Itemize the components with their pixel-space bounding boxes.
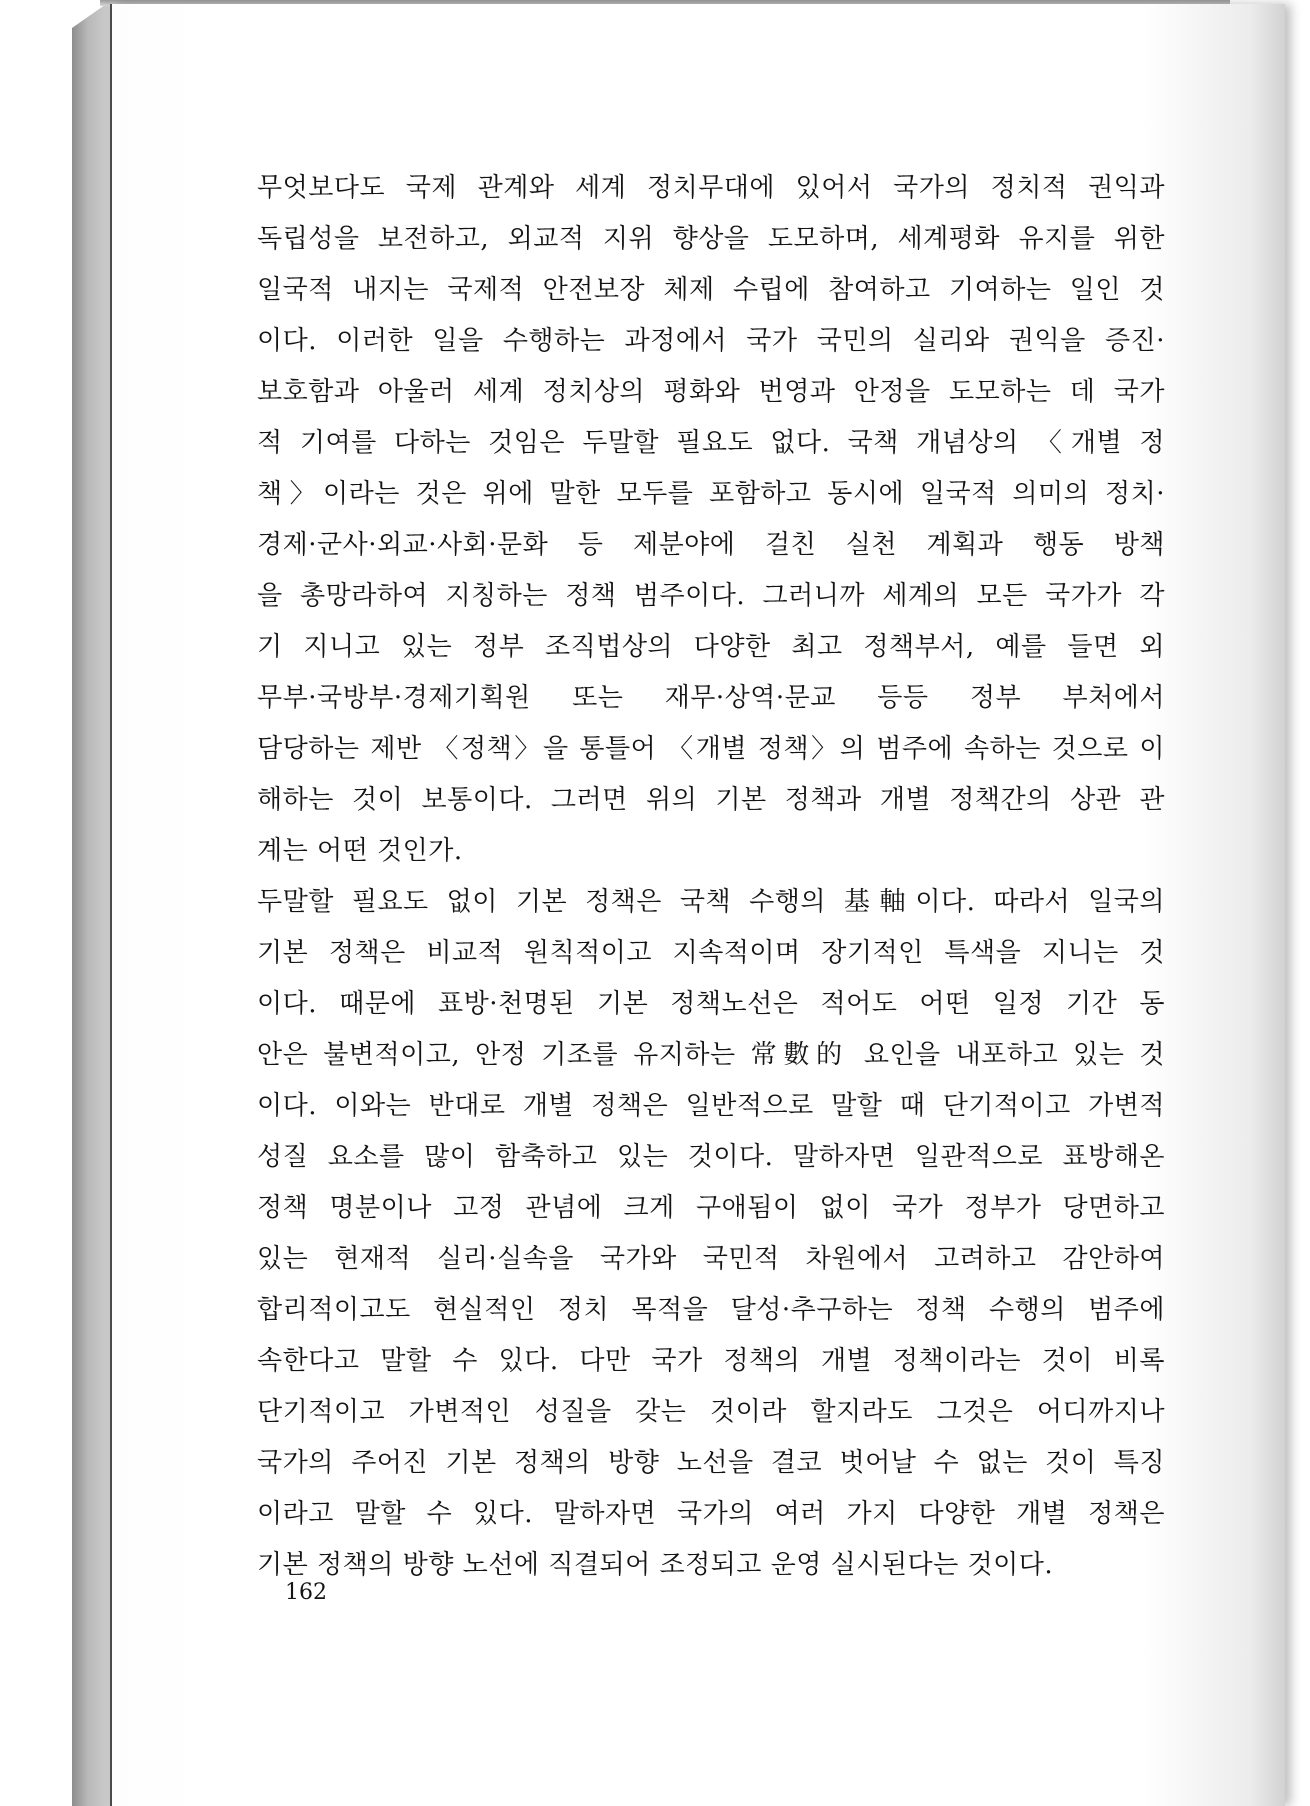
text-line: 이다. 때문에 표방·천명된 기본 정책노선은 적어도 어떤 일정 기간 동 <box>257 989 1165 1019</box>
text-line: 적 기여를 다하는 것임은 두말할 필요도 없다. 국책 개념상의 〈개별 정 <box>257 428 1165 458</box>
text-line: 정책 명분이나 고정 관념에 크게 구애됨이 없이 국가 정부가 당면하고 <box>257 1193 1165 1223</box>
text-line: 두말할 필요도 없이 기본 정책은 국책 수행의 基軸이다. 따라서 일국의 <box>257 887 1165 917</box>
text-line: 국가의 주어진 기본 정책의 방향 노선을 결코 벗어날 수 없는 것이 특징 <box>257 1448 1165 1478</box>
text-line: 있는 현재적 실리·실속을 국가와 국민적 차원에서 고려하고 감안하여 <box>257 1244 1165 1274</box>
page-left-edge <box>110 4 112 1806</box>
text-line: 보호함과 아울러 세계 정치상의 평화와 번영과 안정을 도모하는 데 국가 <box>257 377 1165 407</box>
text-line: 계는 어떤 것인가. <box>257 836 463 866</box>
text-line: 속한다고 말할 수 있다. 다만 국가 정책의 개별 정책이라는 것이 비록 <box>257 1346 1165 1376</box>
text-line: 기 지니고 있는 정부 조직법상의 다양한 최고 정책부서, 예를 들면 외 <box>257 632 1165 662</box>
book-spine <box>72 0 112 1806</box>
text-line: 기본 정책은 비교적 원칙적이고 지속적이며 장기적인 특색을 지니는 것 <box>257 938 1165 968</box>
text-line: 일국적 내지는 국제적 안전보장 체제 수립에 참여하고 기여하는 일인 것 <box>257 275 1165 305</box>
text-line: 해하는 것이 보통이다. 그러면 위의 기본 정책과 개별 정책간의 상관 관 <box>257 785 1165 815</box>
text-line: 기본 정책의 방향 노선에 직결되어 조정되고 운영 실시된다는 것이다. <box>257 1550 1054 1580</box>
text-line: 담당하는 제반 〈정책〉을 통틀어 〈개별 정책〉의 범주에 속하는 것으로 이 <box>257 734 1165 764</box>
text-line: 이라고 말할 수 있다. 말하자면 국가의 여러 가지 다양한 개별 정책은 <box>257 1499 1165 1529</box>
page-number: 162 <box>285 1580 327 1605</box>
body-text <box>257 163 1165 1591</box>
text-line: 을 총망라하여 지칭하는 정책 범주이다. 그러니까 세계의 모든 국가가 각 <box>257 581 1165 611</box>
text-line: 무부·국방부·경제기획원 또는 재무·상역·문교 등등 정부 부처에서 <box>257 683 1165 713</box>
text-line: 합리적이고도 현실적인 정치 목적을 달성·추구하는 정책 수행의 범주에 <box>257 1295 1165 1325</box>
text-line: 무엇보다도 국제 관계와 세계 정치무대에 있어서 국가의 정치적 권익과 <box>257 173 1165 203</box>
text-line: 독립성을 보전하고, 외교적 지위 향상을 도모하며, 세계평화 유지를 위한 <box>257 224 1165 254</box>
text-line: 단기적이고 가변적인 성질을 갖는 것이라 할지라도 그것은 어디까지나 <box>257 1397 1165 1427</box>
text-line: 책〉이라는 것은 위에 말한 모두를 포함하고 동시에 일국적 의미의 정치· <box>257 479 1165 509</box>
text-line: 성질 요소를 많이 함축하고 있는 것이다. 말하자면 일관적으로 표방해온 <box>257 1142 1165 1172</box>
text-line: 안은 불변적이고, 안정 기조를 유지하는 常數的 요인을 내포하고 있는 것 <box>257 1040 1165 1070</box>
text-line: 경제·군사·외교·사회·문화 등 제분야에 걸친 실천 계획과 행동 방책 <box>257 530 1165 560</box>
text-line: 이다. 이러한 일을 수행하는 과정에서 국가 국민의 실리와 권익을 증진· <box>257 326 1165 356</box>
text-line: 이다. 이와는 반대로 개별 정책은 일반적으로 말할 때 단기적이고 가변적 <box>257 1091 1165 1121</box>
